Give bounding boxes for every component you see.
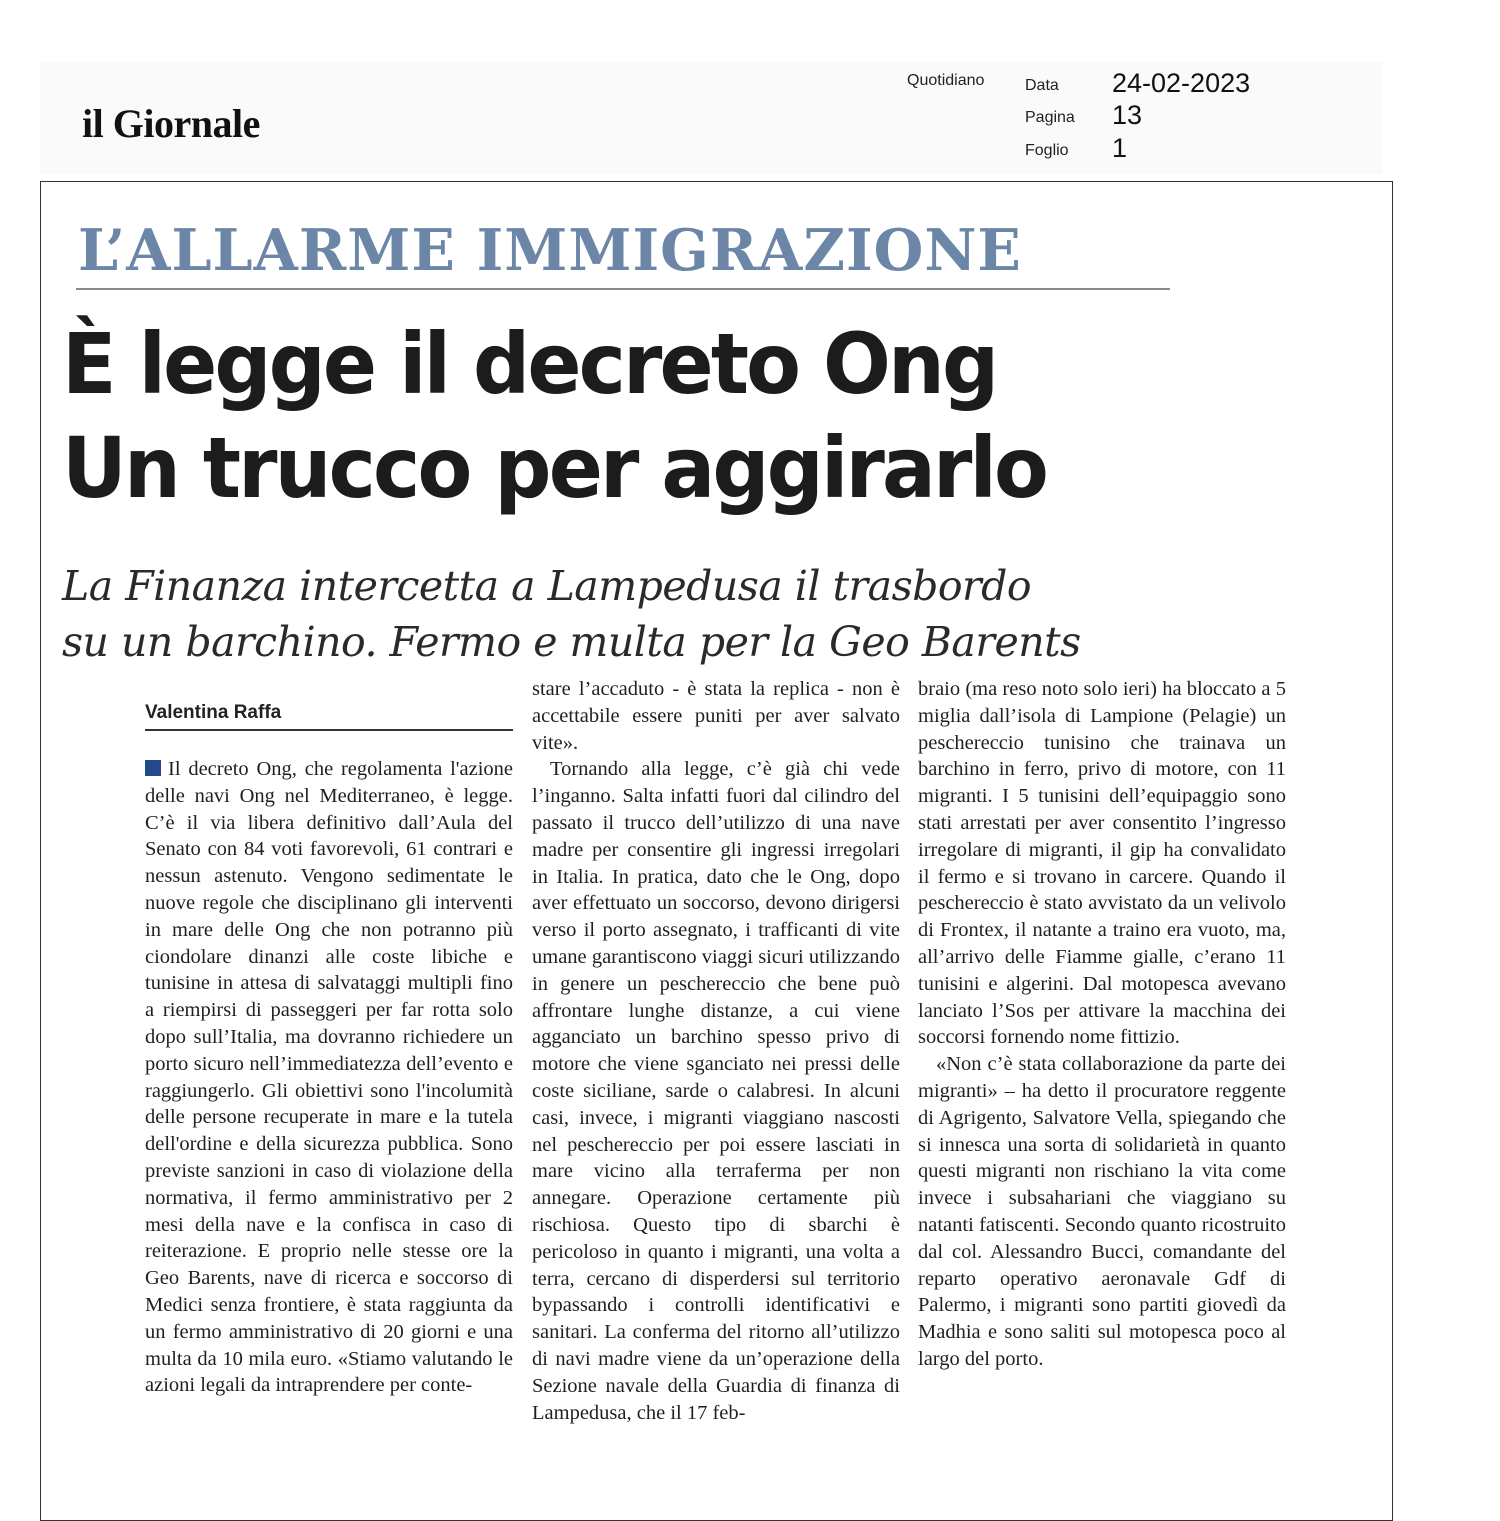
date-value: 24-02-2023 xyxy=(1112,68,1251,98)
page-label: Pagina xyxy=(1025,109,1075,126)
headline-line-2: Un trucco per aggirarlo xyxy=(62,419,1046,517)
date-label: Data xyxy=(1025,77,1059,94)
article-column-2 xyxy=(532,676,900,1426)
kicker-divider xyxy=(76,288,1170,290)
subhead-line-2: su un barchino. Fermo e multa per la Geo Barents xyxy=(62,618,1081,666)
column-3-paragraph-1: braio (ma reso noto solo ieri) ha bloccato a 5 miglia dall’isola di Lampione (Pelagie) un peschereccio tunisino che trainava un barchino in ferro, privo di motore, con 11 migranti. I 5 tunisini dell’equipaggio sono stati arrestati per aver consentito l’ingresso irregolare di migranti, il gip ha convalidato il fermo e si trovano in carcere. Quando il peschereccio è stato avvistato da un velivolo di Frontex, il natante a traino era vuoto, ma, all’arrivo delle Fiamme gialle, c’erano 11 tunisini e algerini. Dal motopesca avevano lanciato l’Sos per attivare la macchina dei soccorsi fornendo nome fittizio. xyxy=(918,678,1286,1049)
lead-square-icon xyxy=(145,760,161,776)
sheet-value: 1 xyxy=(1112,133,1128,163)
article-column-3 xyxy=(918,676,1286,1373)
section-kicker: L’ALLARME IMMIGRAZIONE xyxy=(78,217,1022,284)
newspaper-logo: il Giornale xyxy=(82,101,260,146)
page-value: 13 xyxy=(1112,100,1143,130)
column-1-paragraph: Il decreto Ong, che regolamenta l'azione delle navi Ong nel Mediterraneo, è legge. C’è il via libera definitivo dall’Aula del Senato con 84 voti favorevoli, 61 contrari e nessun astenuto. Vengono sedimentate le nuove regole che disciplinano gli interventi in mare delle Ong che non potranno più ciondolare dinanzi alle coste libiche e tunisine in attesa di salvataggi multipli fino a riempirsi di passeggeri per far rotta solo dopo sull’Italia, ma dovranno richiedere un porto sicuro nell’immediatezza dell’evento e raggiungerlo. Gli obiettivi sono l'incolumità delle persone recuperate in mare e la tutela dell'ordine e della sicurezza pubblica. Sono previste sanzioni in caso di violazione della normativa, il fermo amministrativo per 2 mesi della nave e la confisca in caso di reiterazione. E proprio nelle stesse ore la Geo Barents, nave di ricerca e soccorso di Medici senza frontiere, è stata raggiunta da un fermo amministrativo di 20 giorni e una multa da 10 mila euro. «Stiamo valutando le azioni legali da intraprendere per conte- xyxy=(145,758,513,1397)
column-3-paragraph-2: «Non c’è stata collaborazione da parte dei migranti» – ha detto il procuratore reggente di Agrigento, Salvatore Vella, spiegando che si innesca una sorta di solidarietà in quanto questi migranti non rischiano la vita come invece i subsahariani che viaggiano su natanti fatiscenti. Secondo quanto ricostruito dal col. Alessandro Bucci, comandante del reparto operativo aeronavale Gdf di Palermo, i migranti sono partiti giovedì da Madhia e sono saliti sul motopesca poco al largo del porto. xyxy=(918,1053,1286,1370)
article-subhead xyxy=(62,558,1262,670)
subhead-line-1: La Finanza intercetta a Lampedusa il trasbordo xyxy=(62,562,1032,610)
sheet-label: Foglio xyxy=(1025,142,1069,159)
byline-divider xyxy=(145,729,513,731)
column-2-paragraph-1: stare l’accaduto - è stata la replica - non è accettabile essere puniti per aver salvato vite». xyxy=(532,678,900,754)
publication-type: Quotidiano xyxy=(907,72,985,89)
article-headline xyxy=(62,312,1155,520)
column-2-paragraph-2: Tornando alla legge, c’è già chi vede l’inganno. Salta infatti fuori dal cilindro del passato il trucco dell’utilizzo di una nave madre per consentire gli ingressi irregolari in Italia. In pratica, dato che le Ong, dopo aver effettuato un soccorso, devono dirigersi verso il porto assegnato, i trafficanti di vite umane garantiscono viaggi sicuri utilizzando in genere un peschereccio che bene può affrontare lunghe distanze, a cui viene agganciato un barchino spesso privo di motore che viene sganciato nei pressi delle coste siciliane, sarde o calabresi. In alcuni casi, invece, i migranti viaggiano nascosti nel peschereccio per poi essere lasciati in mare vicino alla terraferma per non annegare. Operazione certamente più rischiosa. Questo tipo di sbarchi è pericoloso in quanto i migranti, una volta a terra, cercano di disperdersi sul territorio bypassando i controlli identificativi e sanitari. La conferma del ritorno all’utilizzo di navi madre viene da un’operazione della Sezione navale della Guardia di finanza di Lampedusa, che il 17 feb- xyxy=(532,758,900,1424)
author-byline: Valentina Raffa xyxy=(145,702,282,723)
article-column-1 xyxy=(145,756,513,1399)
headline-line-1: È legge il decreto Ong xyxy=(62,315,997,413)
